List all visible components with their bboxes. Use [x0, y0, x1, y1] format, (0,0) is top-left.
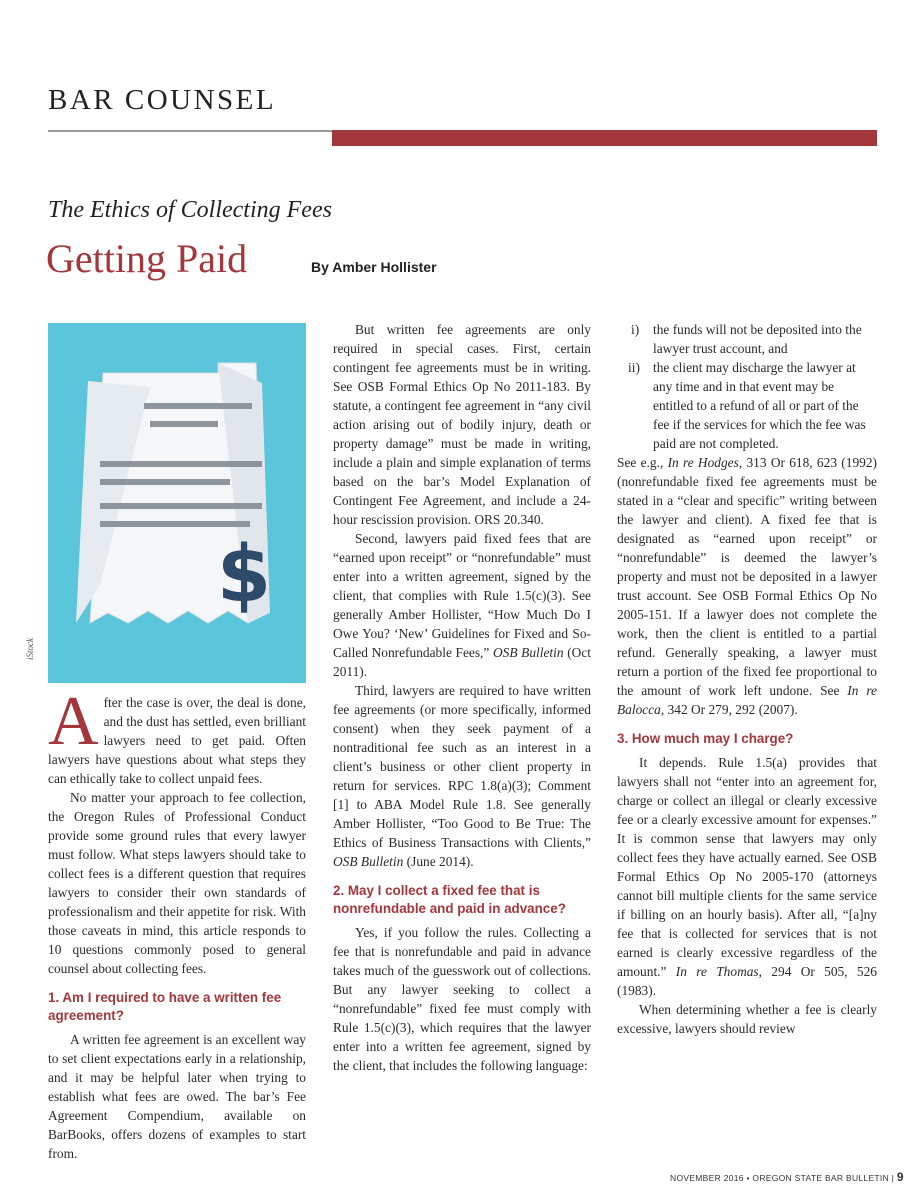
paragraph: Yes, if you follow the rules. Collecting a fee that is nonrefundable and paid in advance takes much of the guesswork out of collections. But any lawyer seeking to collect a “nonrefundable” fixed fee must comply with Rule 1.5(c)(3), which requires that the lawyer enter into a written fee agreement, signed by the client, that includes the following language:	[333, 925, 591, 1073]
list-item	[617, 320, 877, 358]
question-heading-2: 2. May I collect a fixed fee that is nonrefundable and paid in advance?	[333, 883, 566, 916]
intro-paragraph	[48, 683, 306, 788]
paragraph	[333, 681, 591, 871]
header-rule-accent	[332, 130, 877, 146]
article-title: Getting Paid	[46, 236, 248, 281]
paragraph: But written fee agreements are only required in special cases. First, certain contingent fee agreements must be in writing. See OSB Formal Ethics Op No 2011-183. By statute, a contingent fee agreement in “any civil action arising out of bodily injury, death or property damage” must be made in writing, include a plain and simple explanation of terms based on the bar’s Model Explanation of Contingent Fee Agreement, and include a 24-hour rescission provision. ORS 20.340.	[333, 322, 591, 527]
paragraph	[617, 753, 877, 1000]
paragraph: When determining whether a fee is clearly excessive, lawyers should review	[617, 1002, 877, 1036]
paragraph: No matter your approach to fee collection, the Oregon Rules of Professional Conduct provide some ground rules that every lawyer must follow. What steps lawyers should take to collect fees is a different question that requires lawyers to consider their own standards of professionalism and their appetite for risk. With those caveats in mind, this article responds to 10 questions commonly posed to general counsel about collecting fees.	[48, 790, 306, 976]
text-run: See e.g.,	[617, 455, 668, 470]
required-language-list	[617, 320, 877, 453]
list-text: the client may discharge the lawyer at any time and in that event may be entitled to a refund of all or part of the fee if the services for which the fee was paid are not completed.	[653, 360, 866, 451]
paragraph	[333, 529, 591, 681]
svg-text:$: $	[216, 530, 272, 620]
case-name: In re Thomas	[675, 964, 759, 979]
header-rule-gray	[48, 130, 332, 132]
case-name: In re Balocca	[617, 683, 877, 717]
column-3	[617, 320, 877, 1038]
list-number: i)	[631, 322, 640, 337]
section-label: BAR COUNSEL	[48, 84, 277, 116]
intro-text: fter the case is over, the deal is done, and the dust has settled, even brilliant lawyers need to get paid. Often lawyers have questions about what steps they can ethically take to collect unpaid fees.	[48, 695, 306, 786]
footer-issue: NOVEMBER 2016 • OREGON STATE BAR BULLETIN |	[670, 1173, 895, 1183]
article-kicker: The Ethics of Collecting Fees	[48, 197, 332, 223]
column-1	[48, 683, 306, 1163]
text-run: Second, lawyers paid fixed fees that are “earned upon receipt” or “nonrefundable” must enter into a written agreement, signed by the client, that complies with Rule 1.5(c)(3). See generally Amber Hollister, “How Much Do I Owe You? ‘New’ Guidelines for Fixed and So-Called Nonrefundable Fees,”	[333, 531, 591, 660]
text-run: , 342 Or 279, 292 (2007).	[660, 702, 798, 717]
text-run: Third, lawyers are required to have written fee agreements (or more specifically, informed consent) when they seek payment of a nontraditional fee such as an interest in a client’s business or other client property in return for services. RPC 1.8(a)(3); Comment [1] to ABA Model Rule 1.8. See generally Amber Hollister, “Too Good to Be True: The Ethics of Business Transactions with Clients,”	[333, 683, 591, 850]
list-item	[617, 358, 877, 453]
column-2	[333, 320, 591, 1075]
invoice-illustration	[48, 323, 306, 683]
publication-name: OSB Bulletin	[333, 854, 404, 869]
text-run: (June 2014).	[403, 854, 474, 869]
publication-name: OSB Bulletin	[492, 645, 564, 660]
text-run: , 313 Or 618, 623 (1992) (nonrefundable fixed fee agreements must be stated in a “clear and specific” writing between the lawyer and client). A fixed fee that is designated as “earned upon receipt” or “nonrefundable” is deemed the lawyer’s property and must not be deposited in a lawyer trust account. See OSB Formal Ethics Op No 2005-151. If a lawyer does not complete the work, then the client is entitled to a partial refund. Generally speaking, a lawyer must return a portion of the fixed fee proportional to the amount of work left undone. See	[617, 455, 877, 698]
page-number: 9	[896, 1170, 904, 1184]
list-text: the funds will not be deposited into the lawyer trust account, and	[653, 322, 862, 356]
drop-cap: A	[48, 683, 99, 760]
question-heading-3: 3. How much may I charge?	[617, 731, 794, 746]
paragraph: A written fee agreement is an excellent way to set client expectations early in a relationship, and it may be helpful later when trying to establish what fees are owed. The bar’s Fee Agreement Compendium, available on BarBooks, offers dozens of examples to start from.	[48, 1032, 306, 1161]
page-footer	[670, 1170, 904, 1184]
article-byline: By Amber Hollister	[311, 259, 437, 275]
paragraph	[617, 453, 877, 719]
list-number: ii)	[628, 360, 640, 375]
text-run: (Oct 2011).	[333, 645, 591, 679]
text-run: , 294 Or 505, 526 (1983).	[617, 964, 877, 998]
text-run: It depends. Rule 1.5(a) provides that lawyers shall not “enter into an agreement for, charge or collect an illegal or clearly excessive fee or a clearly excessive amount for expenses.” It is common sense that lawyers may only collect fees they have actually earned. See OSB Formal Ethics Op No 2005-170 (attorneys cannot bill multiple clients for the same service if billing on an hourly basis). After all, “[a]ny fee that is collected for services that is not earned is clearly excessive regardless of the amount.”	[617, 755, 877, 979]
case-name: In re Hodges	[667, 455, 739, 470]
image-credit: iStock	[25, 638, 35, 660]
question-heading-1: 1. Am I required to have a written fee agreement?	[48, 990, 282, 1023]
